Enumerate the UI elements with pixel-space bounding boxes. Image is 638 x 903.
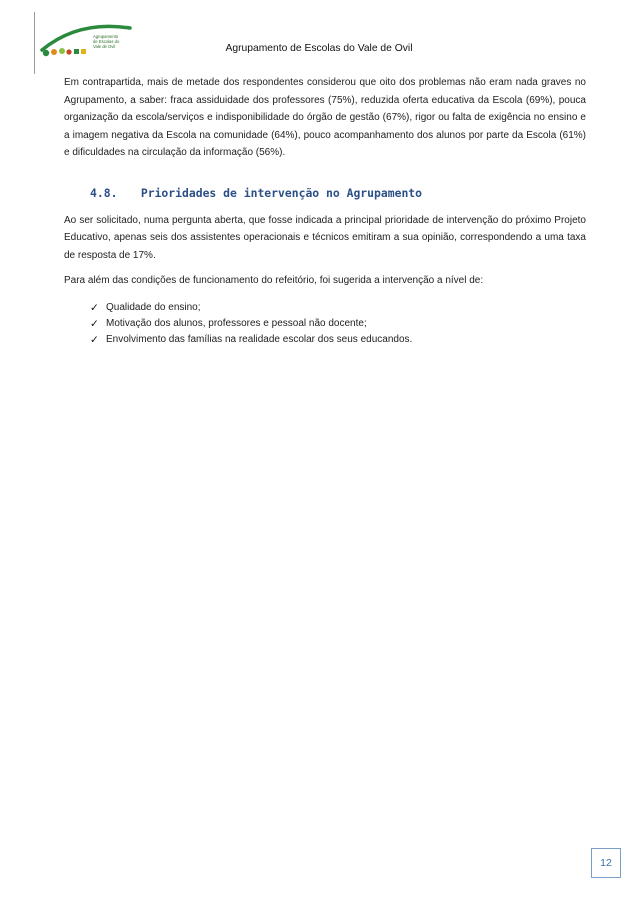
list-item [90,300,586,316]
checkmark-icon: ✓ [90,301,99,314]
header-title: Agrupamento de Escolas do Vale de Ovil [225,43,413,54]
list-item [90,332,586,348]
section-heading [64,186,586,200]
list-item-text: Motivação dos alunos, professores e pessoal não docente; [106,317,367,329]
paragraph-conditions: Para além das condições de funcionamento do refeitório, foi sugerida a intervenção a nível de: [64,275,484,286]
list-item-text: Qualidade do ensino; [106,301,201,313]
logo-text-line: de Escolas do [93,39,120,44]
checkmark-icon: ✓ [90,317,99,330]
page-content [64,74,586,348]
section-title: Prioridades de intervenção no Agrupamento [140,185,423,200]
checkmark-icon: ✓ [90,333,99,346]
logo-text-line: Vale de Ovil [93,44,116,49]
priority-checklist [64,300,586,348]
paragraph-problems: Em contrapartida, mais de metade dos respondentes considerou que oito dos problemas não eram nada graves no Agrupamento, a saber: fraca assiduidade dos professores (75%), reduzida oferta educativa da Escola (69%), pouca organização da escola/serviços e indisponibilidade do órgão de gestão (67%), rigor ou falta de exigência no ensino e a imagem negativa da Escola na comunidade (64%), pouco acompanhamento dos alunos por parte da Escola (61%) e dificuldades na circulação da informação (56%). [64,77,586,158]
list-item-text: Envolvimento das famílias na realidade escolar dos seus educandos. [106,333,413,345]
list-item [90,316,586,332]
paragraph-priority: Ao ser solicitado, numa pergunta aberta, que fosse indicada a principal prioridade de intervenção do próximo Projeto Educativo, apenas seis dos assistentes operacionais e técnicos emitiram a sua opinião, correspondendo a uma taxa de resposta de 17%. [64,214,586,261]
school-logo [38,18,138,66]
logo-text-line: Agrupamento [93,34,119,39]
section-number: 4.8. [90,185,118,200]
page-number: 12 [591,848,621,878]
